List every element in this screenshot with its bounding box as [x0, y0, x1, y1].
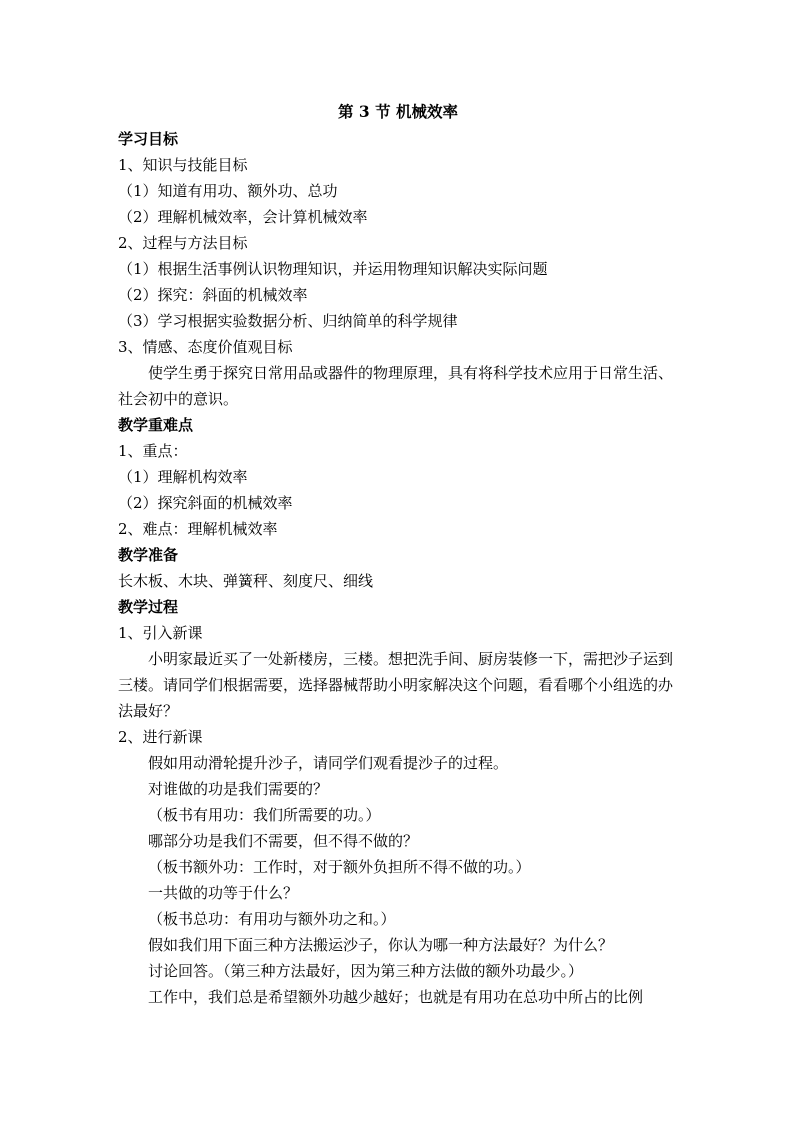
keypoint-1-2: （2）探究斜面的机械效率 [118, 494, 293, 512]
keypoint-1: 1、重点： [118, 442, 188, 460]
objective-3: 3、情感、态度价值观目标 [118, 338, 293, 356]
heading-process: 教学过程 [118, 598, 179, 616]
process-line: 工作中，我们总是希望额外功越少越好；也就是有用功在总功中所占的比例 [148, 988, 644, 1006]
process-line: 讨论回答。（第三种方法最好，因为第三种方法做的额外功最少。） [148, 962, 584, 980]
process-line: 对谁做的功是我们需要的？ [148, 780, 329, 798]
document-title: 第 3 节 机械效率 [338, 102, 458, 121]
process-line: （板书总功：有用功与额外功之和。） [148, 910, 396, 928]
process-line: （板书额外功：工作时，对于额外负担所不得不做的功。） [148, 858, 531, 876]
process-1: 1、引入新课 [118, 624, 203, 642]
process-2: 2、进行新课 [118, 728, 203, 746]
process-line: 假如我们用下面三种方法搬运沙子，你认为哪一种方法最好？为什么？ [148, 936, 614, 954]
preparation-text: 长木板、木块、弹簧秤、刻度尺、细线 [118, 572, 374, 590]
objective-2-3: （3）学习根据实验数据分析、归纳简单的科学规律 [118, 312, 458, 330]
objective-2: 2、过程与方法目标 [118, 234, 248, 252]
objective-2-2: （2）探究：斜面的机械效率 [118, 286, 308, 304]
keypoint-2: 2、难点：理解机械效率 [118, 520, 278, 538]
process-line: （板书有用功：我们所需要的功。） [148, 806, 381, 824]
objective-1-1: （1）知道有用功、额外功、总功 [118, 182, 338, 200]
objective-3-text: 使学生勇于探究日常用品或器件的物理原理，具有将科学技术应用于日常生活、社会初中的意识。 [118, 364, 674, 408]
objective-1: 1、知识与技能目标 [118, 156, 248, 174]
process-line: 一共做的功等于什么？ [148, 884, 299, 902]
objective-1-2: （2）理解机械效率，会计算机械效率 [118, 208, 368, 226]
objective-2-1: （1）根据生活事例认识物理知识，并运用物理知识解决实际问题 [118, 260, 548, 278]
process-line: 哪部分功是我们不需要，但不得不做的？ [148, 832, 419, 850]
heading-keypoints: 教学重难点 [118, 416, 194, 434]
heading-preparation: 教学准备 [118, 546, 179, 564]
process-1-text: 小明家最近买了一处新楼房，三楼。想把洗手间、厨房装修一下，需把沙子运到三楼。请同学们根据需要，选择器械帮助小明家解决这个问题，看看哪个小组选的办法最好？ [118, 650, 674, 720]
process-line: 假如用动滑轮提升沙子，请同学们观看提沙子的过程。 [148, 754, 509, 772]
heading-objectives: 学习目标 [118, 130, 179, 148]
keypoint-1-1: （1）理解机构效率 [118, 468, 248, 486]
document-page [118, 98, 678, 1010]
